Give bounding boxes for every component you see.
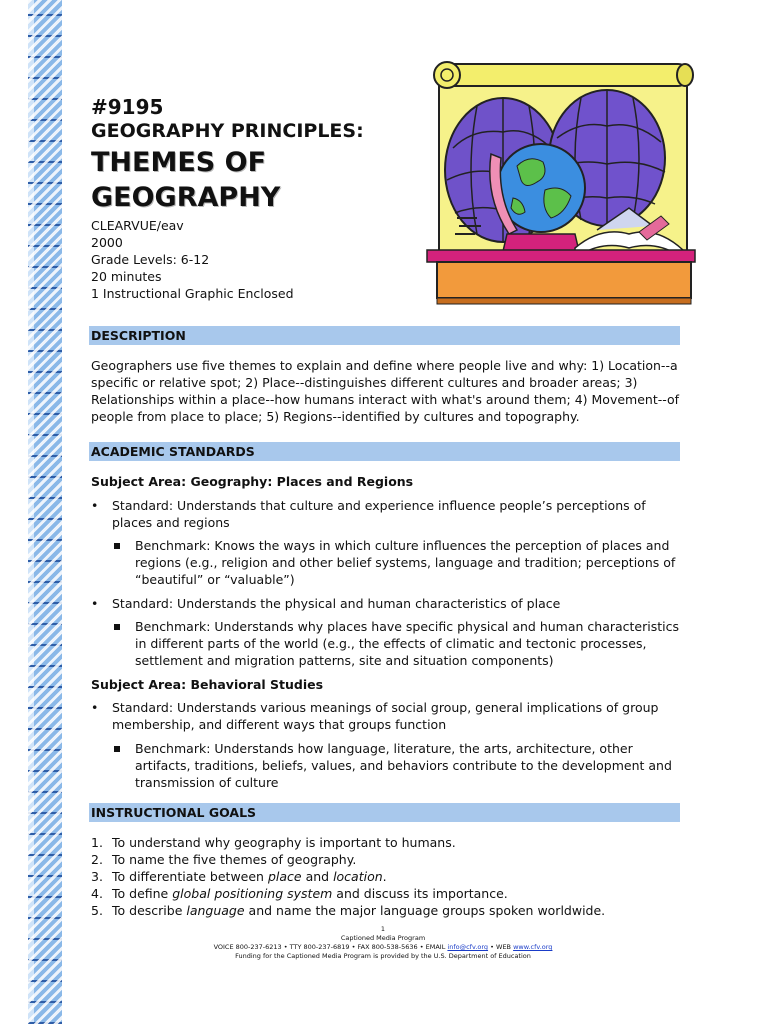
standard-text: Standard: Understands various meanings of social group, general implications of group membership, and different ways that groups function — [112, 700, 659, 732]
goal-item — [91, 851, 681, 868]
globe-and-scroll-icon — [425, 58, 697, 308]
meta-year: 2000 — [91, 235, 123, 250]
goal-text: To name the five themes of geography. — [112, 852, 357, 867]
document-subtitle: GEOGRAPHY PRINCIPLES: — [91, 120, 364, 142]
goal-text-part: and name the major language groups spoken worldwide. — [244, 903, 606, 918]
contact-text: • WEB — [488, 943, 514, 951]
subject-area-behavioral: Subject Area: Behavioral Studies — [91, 677, 324, 692]
standard-text: Standard: Understands that culture and experience influence people’s perceptions of places and regions — [112, 498, 646, 530]
goal-item — [91, 885, 681, 902]
goal-text — [112, 902, 681, 919]
goal-number: 5. — [91, 903, 103, 918]
goal-number: 1. — [91, 835, 103, 850]
goal-text: To understand why geography is important to humans. — [112, 835, 456, 850]
decorative-left-border — [28, 0, 62, 1024]
document-header — [91, 95, 411, 302]
standard-text: Standard: Understands the physical and human characteristics of place — [112, 596, 561, 611]
goal-text-part: To describe — [112, 903, 187, 918]
square-bullet-icon — [114, 624, 120, 630]
title-line-2: GEOGRAPHY — [91, 182, 281, 213]
goal-emphasis: place — [267, 869, 302, 884]
instructional-goals-heading: INSTRUCTIONAL GOALS — [89, 803, 680, 822]
bullet-icon: • — [91, 498, 99, 513]
square-bullet-icon — [114, 543, 120, 549]
goal-item — [91, 834, 681, 851]
bullet-icon: • — [91, 700, 99, 715]
meta-duration: 20 minutes — [91, 269, 162, 284]
document-meta — [91, 217, 411, 302]
standard-item — [91, 595, 681, 612]
goal-emphasis: language — [186, 903, 245, 918]
benchmark-text: Benchmark: Understands how language, literature, the arts, architecture, other artifacts, traditions, beliefs, values, and behaviors contribute to the development and transmission of culture — [135, 741, 672, 790]
contact-line — [88, 943, 678, 952]
goal-text-part: . — [382, 869, 387, 884]
funding-line: Funding for the Captioned Media Program is provided by the U.S. Department of Education — [235, 952, 531, 960]
contact-text: VOICE 800-237-6213 • TTY 800-237-6819 • FAX 800-538-5636 • EMAIL — [213, 943, 448, 951]
goal-number: 4. — [91, 886, 103, 901]
description-heading: DESCRIPTION — [89, 326, 680, 345]
goal-emphasis: location — [333, 869, 383, 884]
benchmark-item — [112, 740, 680, 791]
goal-text-part: and — [301, 869, 334, 884]
title-line-1: THEMES OF — [91, 147, 267, 178]
bullet-icon: • — [91, 596, 99, 611]
benchmark-item — [112, 618, 680, 669]
benchmark-item — [112, 537, 680, 588]
email-link[interactable]: info@cfv.org — [447, 943, 489, 951]
meta-publisher: CLEARVUE/eav — [91, 218, 184, 233]
benchmark-text: Benchmark: Knows the ways in which culture influences the perception of places and regions (e.g., religion and other belief systems, language and tradition; perceptions of “beautiful” or “valuable”) — [135, 538, 676, 587]
page-number: 1 — [380, 925, 386, 933]
description-text: Geographers use five themes to explain and define where people live and why: 1) Location--a specific or relative spot; 2) Place--distinguishes different cultures and broader areas; 3) Relationships within a place--how humans interact with what's around them; 4) Movement--of people from place to place; 5) Regions--identified by cultures and topography. — [91, 358, 680, 424]
goal-text-part: To define — [112, 886, 173, 901]
goals-list — [91, 834, 681, 919]
goal-emphasis: global positioning system — [172, 886, 333, 901]
goal-item — [91, 902, 681, 919]
goal-text — [112, 868, 681, 885]
benchmark-text: Benchmark: Understands why places have specific physical and human characteristics in different parts of the world (e.g., the effects of climatic and tectonic processes, settlement and migration patterns, site and situation components) — [135, 619, 680, 668]
goal-number: 2. — [91, 852, 103, 867]
document-number: #9195 — [91, 95, 164, 119]
web-link[interactable]: www.cfv.org — [513, 943, 553, 951]
goal-item — [91, 868, 681, 885]
subject-area-geography: Subject Area: Geography: Places and Regions — [91, 474, 414, 489]
goal-number: 3. — [91, 869, 103, 884]
goal-text — [112, 885, 681, 902]
square-bullet-icon — [114, 746, 120, 752]
meta-graphics: 1 Instructional Graphic Enclosed — [91, 286, 294, 301]
program-name: Captioned Media Program — [340, 934, 426, 942]
standard-item — [91, 497, 681, 531]
standard-item — [91, 699, 681, 733]
goal-text-part: and discuss its importance. — [332, 886, 508, 901]
meta-grade-levels: Grade Levels: 6-12 — [91, 252, 210, 267]
academic-standards-heading: ACADEMIC STANDARDS — [89, 442, 680, 461]
document-title — [91, 145, 411, 215]
page-footer — [88, 925, 678, 961]
goal-text-part: To differentiate between — [112, 869, 268, 884]
